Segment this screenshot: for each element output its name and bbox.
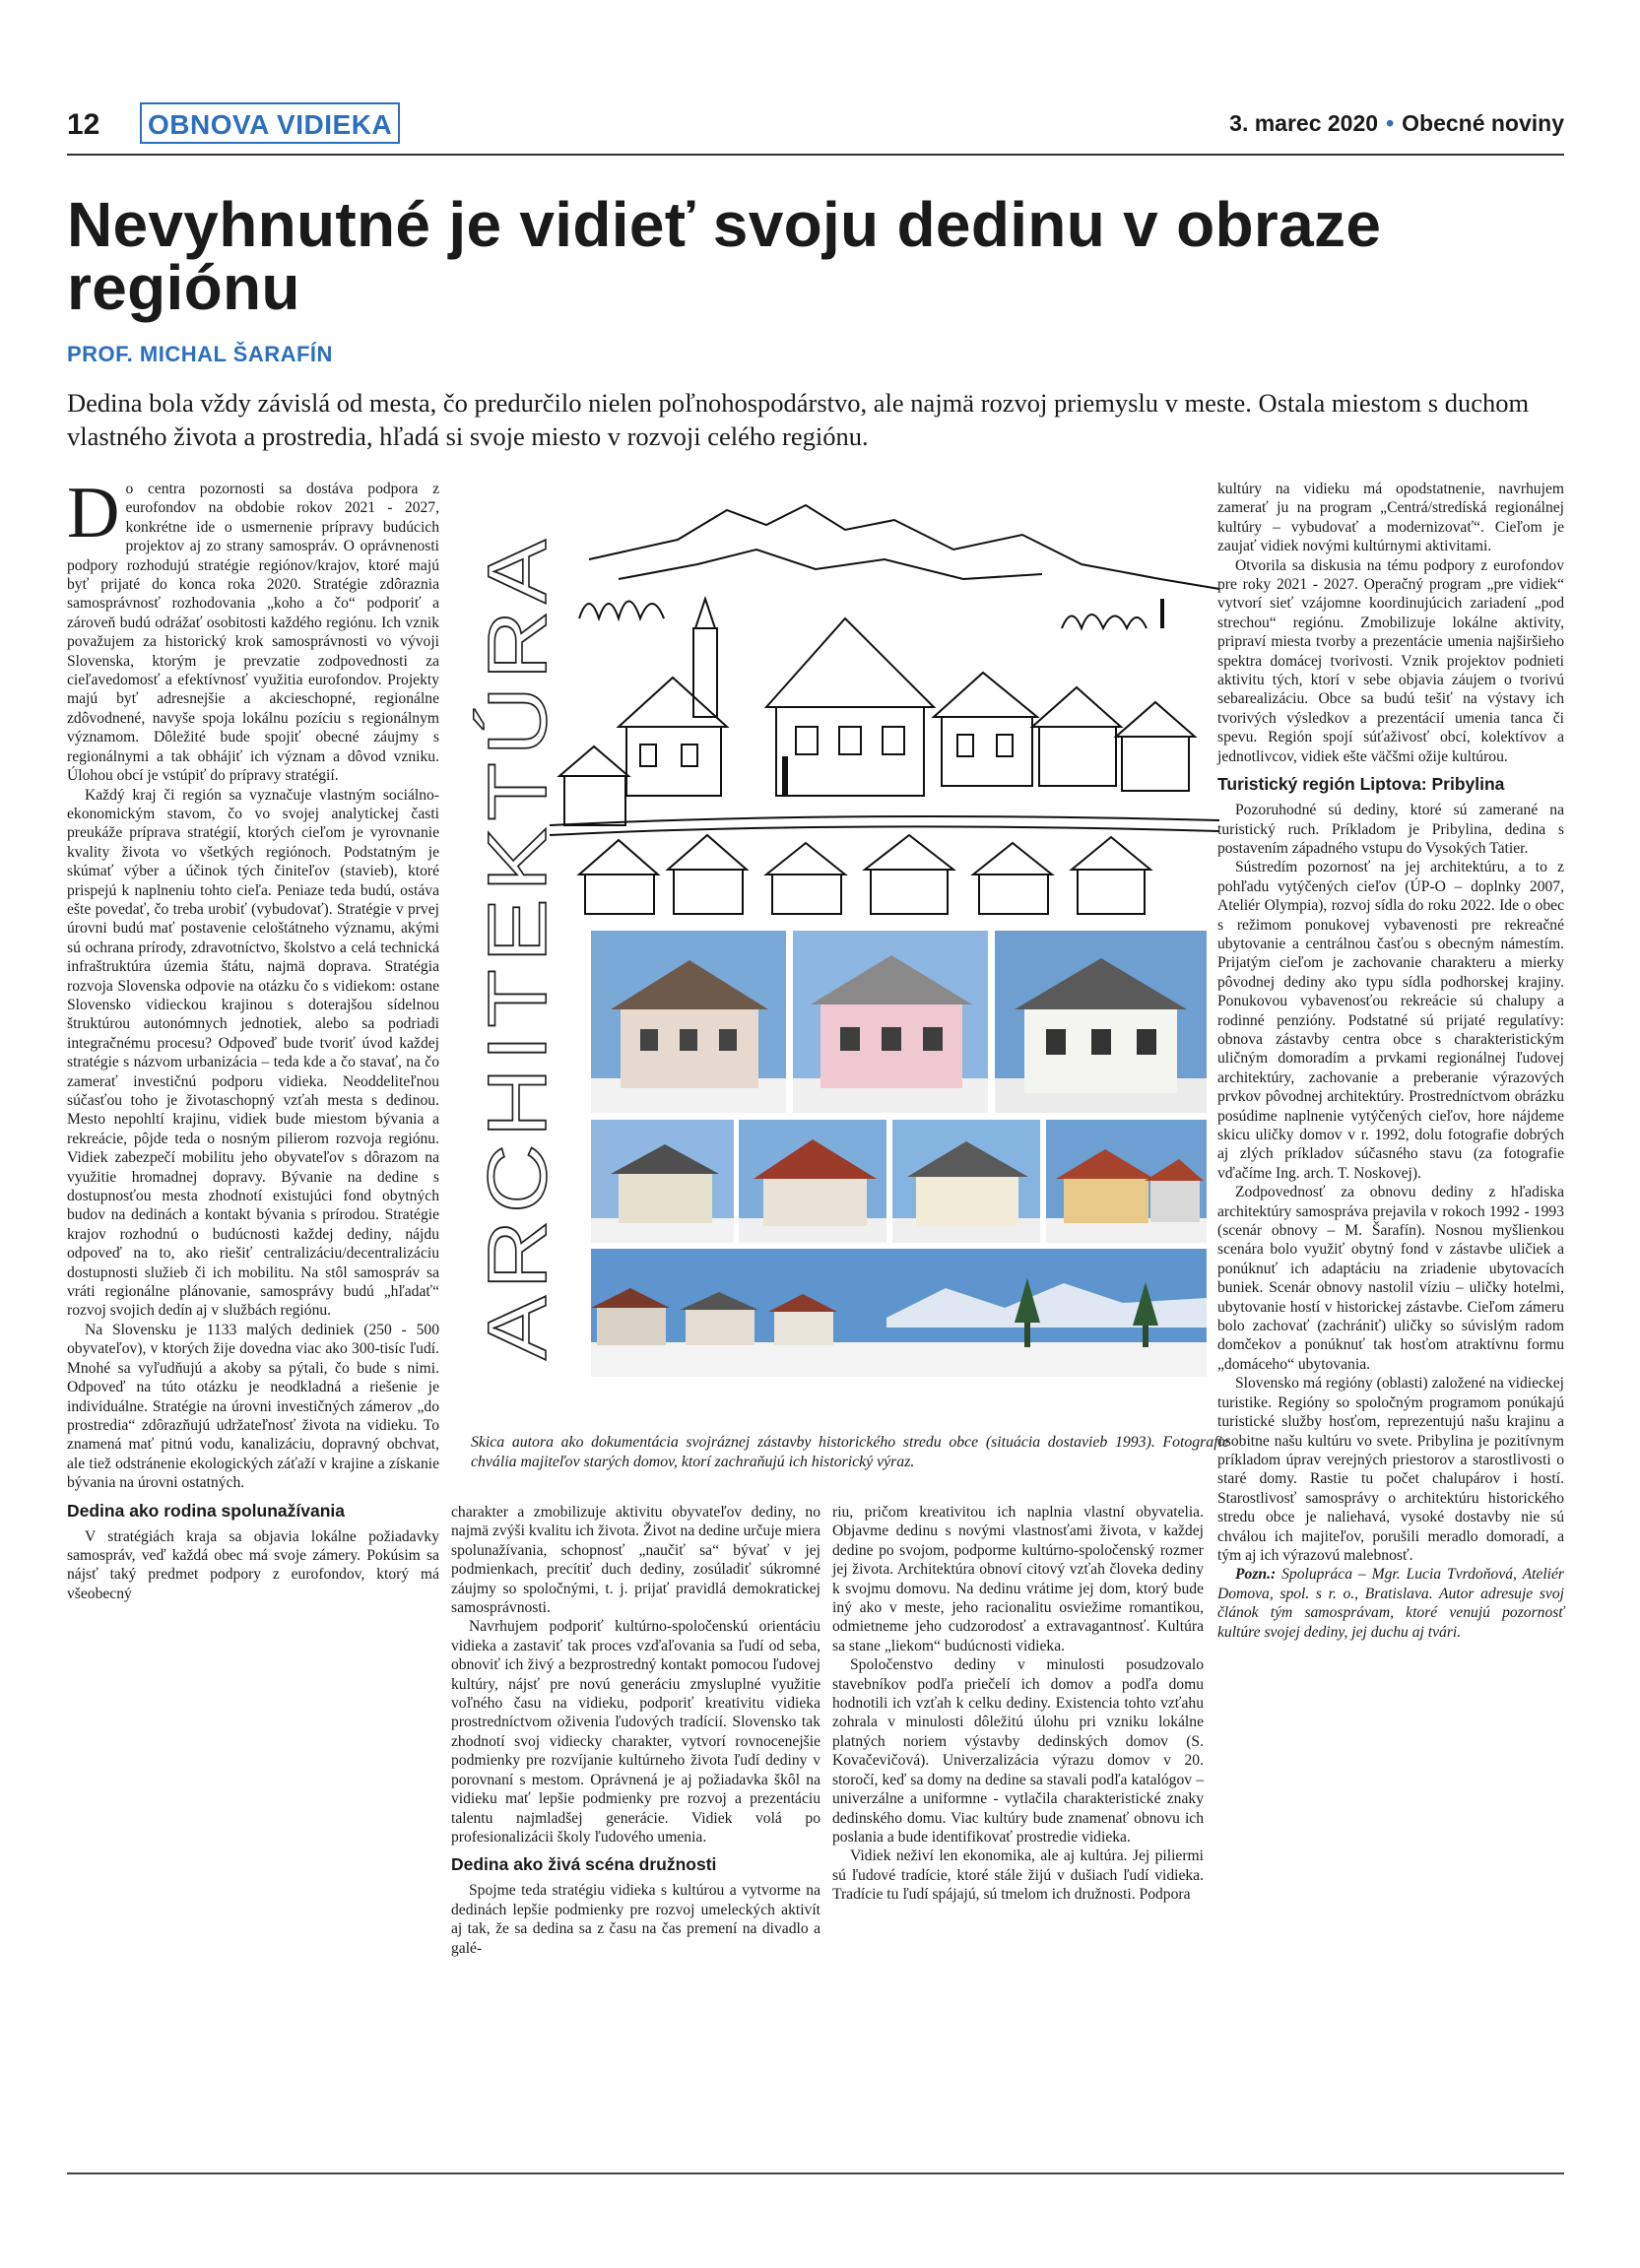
page-number: 12: [67, 108, 100, 141]
footer-rule: [67, 2172, 1564, 2174]
col2-paragraph-2: Navrhujem podporiť kultúrno-spoločenskú orientáciu vidieka a zastaviť tak proces vzďaľovania sa ľudí od seba, obnoviť ich živý a bezprostredný kontakt pomocou ľudovej kultúry, nájsť pre novú generáciu zmysluplné využitie voľného času na vidieku, podporiť kreativitu vidieka prostredníctvom oživenia ľudových tradícií. Slovensko tak zhodnotí svoj vidiecky charakter, vytvorí rovnocenejšie podmienky pre rozvíjanie kultúrneho života ľudí dediny v porovnaní s mestom. Oprávnená je aj požiadavka škôl na vidieku mať lepšie podmienky pre rozvoj a prezentáciu talentu najmladšej generácie. Vidiek volá po profesionalizácii školy ľudového umenia.: [451, 1618, 820, 1846]
article-column-3: [832, 1503, 1204, 2161]
drop-cap: D: [67, 473, 120, 553]
village-sketch-illustration: [471, 481, 1224, 924]
note-label: Pozn.:: [1235, 1566, 1277, 1584]
col4-paragraph-3: Pozoruhodné sú dediny, ktoré sú zamerané na turistický ruch. Príkladom je Pribylina, dedina s postavením západného vstupu do Vysokých Tatier.: [1217, 802, 1564, 857]
sketch-drawing: [471, 481, 1224, 924]
photo-collage: [591, 931, 1207, 1379]
photo-house-2: [793, 931, 988, 1113]
col4-paragraph-6: Slovensko má regióny (oblasti) založené na vidieckej turistike. Regióny so spoločným programom ponúkajú turistické služby hosťom, reprezentujú našu krajinu a osobitne našu kultúru vo svete. Pribylina je pozitívnym príkladom úprav verejných priestorov a starostlivosti o staré domy. Rastie tu počet chalupárov i hostí. Starostlivosť samosprávy o architektúru historického stredu obce je naliehavá, vysoké dostavby nie sú chválou ich majiteľov, porušili meradlo domoradí, a tým aj ich výrazovú malebnosť.: [1217, 1375, 1564, 1564]
page-header: [67, 102, 1564, 150]
col1-paragraph-1-text: o centra pozornosti sa dostáva podpora z eurofondov na obdobie rokov 2021 - 2027, konkrétne ide o usmernenie prípravy budúcich projektov aj zo strany samospráv. O oprávnenosti podpory rozhodujú stratégie regiónov/krajov, ktoré majú byť prijaté do konca roka 2020. Stratégie zdôraznia samosprávnosť rozhodovania „koho a čo“ podporiť a zároveň budú odrážať osobitosti každého regiónu. Ich vznik považujem za historický krok samosprávnosti vo vývoji Slovenska, ktorým je prevzatie zodpovednosti za cieľavedomosť a efektívnosť využitia eurofondov. Projekty majú byť adresnejšie a akcieschopné, regionálne zdôvodnené, navyše spoja lokálnu pozíciu s regionálnym významom. Dôležité bude spojiť obecné záujmy s regionálnymi a tak obhájiť ich význam a dôvod vzniku. Úlohou obcí je vstúpiť do prípravy stratégií.: [67, 481, 439, 785]
article-column-2: [451, 1503, 820, 2161]
col2-paragraph-3: Spojme teda stratégiu vidieka s kultúrou a vytvorme na dedinách lepšie podmienky pre rozvoj umeleckých aktivít aj tak, že sa dedina sa z času na čas premení na divadlo a galé-: [451, 1882, 820, 1957]
architecture-side-label: [471, 522, 564, 1371]
photo-house-4: [591, 1120, 734, 1243]
photo-house-7: [1046, 1120, 1207, 1243]
figure-caption: Skica autora ako dokumentácia svojráznej zástavby historického stredu obce (situácia dostavieb 1993). Fotografie chvália majiteľov starých domov, ktorí zachraňujú ich historický výraz.: [471, 1434, 1229, 1470]
side-word-svg: [471, 522, 564, 1371]
col4-paragraph-4: Sústredím pozornosť na jej architektúru, a to z pohľadu vytýčených cieľov (ÚP-O – doplnky 2007, Ateliér Olympia), rozvoj sídla do roku 2022. Ide o obec s režimom ponukovej vybavenosti pre rekreačné ubytovanie a centrálnou časťou s obecným námestím. Prijatým cieľom je zachovanie charakteru a mierky pôvodnej dediny ako typu sídla podhorskej krajiny. Ponukovou vybavenosťou rekreácie sú chalupy a rodinné penzióny. Podstatné sú prijaté regulatívy: obnova zástavby centra obce s charakteristickým uličným domoradím a prvkami regionálnej ľudovej architektúry, zachovanie a preberanie výrazových prvkov pôvodnej architektúry. Prostredníctvom obrázku posúdime naplnenie vytýčených cieľov, hore nájdeme skicu uličky domov v r. 1992, dolu fotografie dobrých aj zlých príkladov súčasného stavu (za fotografie vďačíme Ing. arch. T. Noskovej).: [1217, 859, 1564, 1182]
header-rule: [67, 154, 1564, 156]
col4-note: [1217, 1565, 1564, 1642]
note-text: Spolupráca – Mgr. Lucia Tvrdoňová, Ateliér Domova, spol. s r. o., Bratislava. Autor adresuje svoj článok tým samosprávam, ktoré venujú pozornosť kultúre svojej dediny, jej duchu aj tvári.: [1217, 1566, 1564, 1641]
col3-paragraph-2: Spoločenstvo dediny v minulosti posudzovalo stavebníkov podľa priečelí ich domov a podľa domu hodnotili ich vzťah k celku dediny. Existencia tohto vzťahu zohrala v minulosti dôležitú úlohu pri vzniku lokálne platných noriem výstavby dedinských domov (S. Kovačevičová). Univerzalizácia výrazu domov v 20. storočí, keď sa domy na dedine sa stavali podľa katalógov – univerzálne a uniformne - vytlačila charakteristické znaky dedinského domu. Viac kultúry bude znamenať obnovu ich poslania a bude identifikovať prostredie vidieka.: [832, 1656, 1204, 1846]
article-column-4: [1217, 480, 1564, 2162]
article-headline: Nevyhnutné je vidieť svoju dedinu v obraze regiónu: [67, 189, 1382, 323]
col4-paragraph-5: Zodpovednosť za obnovu dediny z hľadiska architektúry samospráva prejavila v rokoch 1992 - 1993 (scenár obnovy – M. Šarafín). Nosnou myšlienkou scenára bolo využiť obytný fond v zástavbe uličiek a ponúknuť ich adaptáciu na zriadenie ubytovacích buniek. Scenár obnovy nastolil víziu – uličky hotelmi, ubytovanie hostí v historickej zástavbe. Cieľom zámeru bolo zachovať (zachrániť) uličky so súvislým radom domčekov a ponúknuť tak hosťom atraktívnu formu „domáceho“ ubytovania.: [1217, 1184, 1564, 1373]
side-word-text: ARCHITEKTÚRA: [471, 645, 564, 1360]
col1-subheading: Dedina ako rodina spolunažívania: [67, 1500, 346, 1521]
col1-paragraph-2: Každý kraj či región sa vyznačuje vlastným sociálno-ekonomickým stavom, čo vo svojej analytickej časti preukáže príprava stratégií, ktorých cieľom je vyrovnanie kvality života vo všetkých regiónoch. Podstatným je skúmať výber a účinok tých činiteľov (stavieb), ktoré prispejú k naplneniu tohto cieľa. Peniaze teda budú, ostáva ešte povedať, čo treba urobiť (vybudovať). Stratégie v prvej úrovni budú mať postavenie celoštátneho významu, akými sú ochrana prírody, zdravotníctvo, školstvo a celá technická infraštruktúra územia štátu, najmä doprava. Stratégia rozvoja Slovenska odpovie na otázku čo s vidiekom: ostane Slovensko vidieckou krajinou s doterajšou sídelnou štruktúrou autonómnych jednotiek, alebo sa podriadi integračnému procesu? Odpoveď bude tvoriť úvod každej stratégie s názvom urbanizácia – teda kde a čo stavať, na čo zamerať investičnú podporu vidieka. Neoddeliteľnou súčasťou toho je životaschopný vzťah mesta s dedinou. Mesto nepohltí krajinu, vidiek bude miestom bývania a rekreácie, pôjde teda o nosným pilierom rozvoja regiónu. Vidiek zabezpečí mobilitu jeho obyvateľov s dôrazom na využitie hromadnej dopravy. Bývanie na dedine s dostupnosťou mesta zhodnotí existujúci fond obytných budov na dedinách a kontakt bývania s prírodou. Stratégie krajov rozhodnú o budúcnosti každej dediny, nájdu odpoveď na to, ako riešiť centralizáciu/decentralizáciu dostupnosti služieb či ich mobilitu. Na stôl samospráv sa vráti regionálne plánovanie, samosprávy budú „hľadať“ rozvoj svojich dedín aj v službách regiónu.: [67, 786, 439, 1320]
col4-paragraph-1: kultúry na vidieku má opodstatnenie, navrhujem zamerať ju na program „Centrá/stredíská regionálnej kultúry – vybudovať a modernizovať“. Cieľom je zaujať vidiek novými kultúrnymi aktivitami.: [1217, 481, 1564, 555]
col3-paragraph-3: Vidiek neživí len ekonomika, ale aj kultúra. Jej piliermi sú ľudové tradície, ktoré stále žijú v dušiach ľudí vidieka. Tradície tu ľudí spájajú, sú tmelom ich družnosti. Podpora: [832, 1847, 1204, 1904]
col2-subheading: Dedina ako živá scéna družnosti: [451, 1854, 717, 1875]
col2-paragraph-1: charakter a zmobilizuje aktivitu obyvateľov dediny, no najmä zvýši kvalitu ich života. Život na dedine určuje miera spolunažívania, schopnosť „naučiť sa“ bývať v jej podmienkach, precítiť duch dediny, zosúladiť súkromné záujmy so spoločnými, t. j. prijať pravidlá demokratickej samosprávnosti.: [451, 1504, 820, 1617]
col1-paragraph-3: Na Slovensku je 1133 malých dediniek (250 - 500 obyvateľov), v ktorých žije dovedna viac ako 300-tisíc ľudí. Mnohé sa vyľudňujú a akoby sa pýtali, čo bude s nimi. Odpoveď na túto otázku je neodkladná a riešenie je individuálne. Stratégie na úrovni investičných zámerov „do prostredia“ zdôrazňujú udržateľnosť života na vidieku. To znamená mať pitnú vodu, kanalizáciu, dopravný obchvat, ale tiež odstránenie ekologických záťaží v krajine a získanie bývania na úrovni ostatných.: [67, 1321, 439, 1492]
photo-house-1: [591, 931, 786, 1113]
photo-street-panorama: [591, 1249, 1207, 1377]
photo-house-6: [892, 1120, 1040, 1243]
issue-separator: •: [1386, 110, 1395, 136]
photo-house-5: [739, 1120, 886, 1243]
issue-info: [1229, 110, 1564, 137]
col1-paragraph-1: [67, 473, 439, 786]
article-column-1: [67, 473, 439, 2162]
col4-subheading: Turistický región Liptova: Pribylina: [1217, 774, 1505, 795]
article-author: PROF. MICHAL ŠARAFÍN: [67, 342, 333, 366]
col4-paragraph-2: Otvorila sa diskusia na tému podpory z eurofondov pre roky 2021 - 2027. Operačný program „pre vidiek“ vytvorí sieť vzájomne koordinujúcich zariadení „pod strechou“ regiónu. Zmobilizuje lokálne aktivity, pripraví miesta tvorby a prezentácie umenia najširšieho spektra domácej tvorivosti. Vznik projektov podnieti aktivitu tých, ktorí v sebe objavia záujem o tvorivú sebarealizáciu. Obce sa budú tešiť na výstavy ich tvorivých výsledkov a prezentácií umenia tanca či spevu. Región spojí súťaživosť obcí, kolektívov a jednotlivcov, vidiek ešte väčšmi ožije kultúrou.: [1217, 556, 1564, 765]
article-lead: Dedina bola vždy závislá od mesta, čo predurčilo nielen poľnohospodárstvo, ale najmä rozvoj priemyslu v meste. Ostala miestom s duchom vlastného života a prostredia, hľadá si svoje miesto v rozvoji celého regiónu.: [67, 388, 1530, 451]
col3-paragraph-1: riu, pričom kreativitou ich naplnia vlastní obyvatelia. Objavme dedinu s novými vlastnosťami života, v každej dedine po svojom, podporme kultúrno-spoločenský rozmer jej života. Architektúra obnoví citový vzťah človeka dediny k svojmu domovu. Na dedinu vrátime jej dom, ktorý bude iný ako v meste, jeho racionalitu osviežime romantikou, odmietneme jeho cudzorodosť a extravagantnosť. Kultúra sa stane „liekom“ budúcnosti vidieka.: [832, 1504, 1204, 1654]
col1-paragraph-4: V stratégiách kraja sa objavia lokálne požiadavky samospráv, veď každá obec má svoje zámery. Pokúsim sa nájsť taký predmet podpory z eurofondov, ktorý má všeobecný: [67, 1527, 439, 1602]
issue-date: 3. marec 2020: [1229, 110, 1379, 136]
photo-house-3: [995, 931, 1207, 1113]
publication-name: Obecné noviny: [1402, 110, 1564, 136]
section-label: OBNOVA VIDIEKA: [140, 102, 400, 144]
